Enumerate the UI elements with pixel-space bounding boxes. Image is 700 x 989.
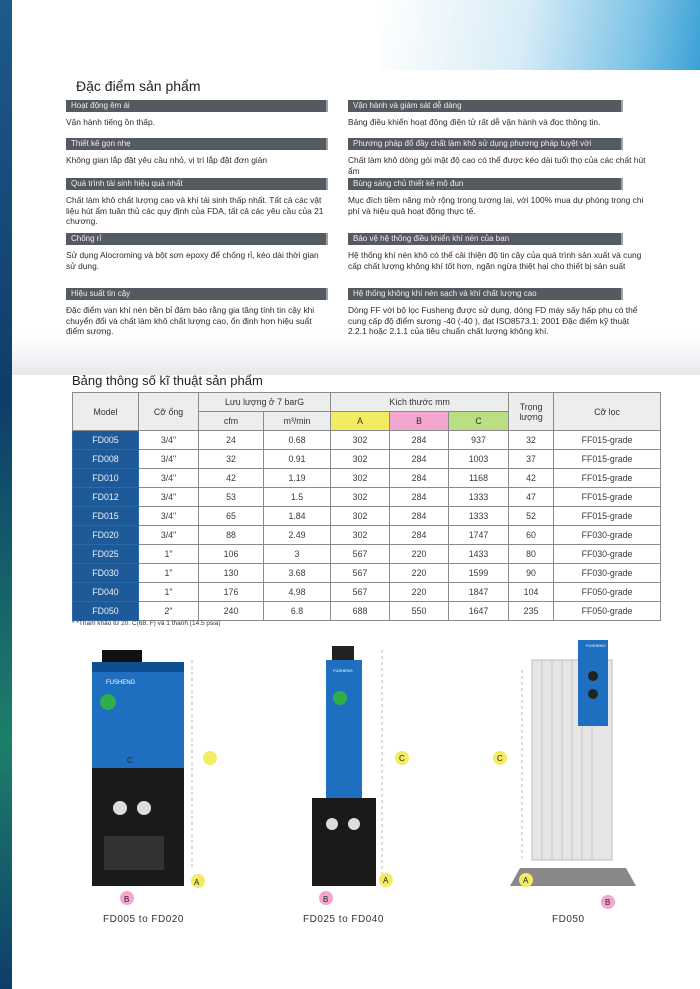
table-cell: 106 [199,545,264,564]
table-cell: 1599 [449,564,509,583]
feature-heading: Quá trình tái sinh hiệu quả nhất [66,178,328,190]
dim-a-label-2: A [383,876,389,885]
table-cell: 1847 [449,583,509,602]
table-cell: 567 [331,545,390,564]
table-footnote: * *Tham khảo từ 20. C(68. F) và 1 thanh (14.5 psia) [72,620,221,627]
model-cell: FD005 [73,431,139,450]
table-cell: 104 [509,583,554,602]
table-cell: 3/4" [139,469,199,488]
feature-reliability [66,288,328,337]
table-cell: 3/4" [139,450,199,469]
table-cell: 688 [331,602,390,621]
feature-heading: Hệ thống không khí nén sạch và khí chất lượng cao [348,288,623,300]
product-illustrations [80,640,640,940]
feature-quiet [66,100,328,128]
feature-filling [348,138,648,176]
table-row [73,545,661,564]
brand-label-2: FUSHENG [333,668,353,673]
table-cell: 88 [199,526,264,545]
table-cell: 0.91 [264,450,331,469]
left-decorative-strip [0,0,12,989]
table-cell: 3.68 [264,564,331,583]
feature-regeneration [66,178,328,227]
table-cell: 1433 [449,545,509,564]
table-cell: 24 [199,431,264,450]
feature-text: Vận hành tiếng ồn thấp. [66,117,155,127]
col-cfm: cfm [199,412,264,431]
feature-text: Đặc điểm van khí nén bền bỉ đảm bảo rằng gia tăng tính tin cậy khi chuyển đổi và chất làm khô chất lượng cao, ổn định hơn hiệu suất điểm sương. [66,305,315,336]
model-cell: FD010 [73,469,139,488]
model-cell: FD040 [73,583,139,602]
dim-c-marker [203,751,217,765]
table-cell: 1003 [449,450,509,469]
table-cell: FF050-grade [554,583,661,602]
table-cell: FF015-grade [554,507,661,526]
table-cell: 42 [509,469,554,488]
table-cell: FF030-grade [554,564,661,583]
table-cell: 284 [390,488,449,507]
product-fd025-fd040-image [312,646,382,886]
model-cell: FD020 [73,526,139,545]
feature-compact [66,138,328,166]
dim-b-label-3: B [605,898,611,907]
table-cell: 302 [331,469,390,488]
table-cell: 32 [199,450,264,469]
col-m3min: m³/min [264,412,331,431]
col-dim-b: B [390,412,449,431]
table-cell: 176 [199,583,264,602]
feature-text: Chất làm khô dòng gói mật độ cao có thể được kéo dài tuổi thọ của các chất hút ẩm [348,155,646,176]
col-flow: Lưu lượng ở 7 barG [199,393,331,412]
table-cell: 567 [331,583,390,602]
table-cell: FF050-grade [554,602,661,621]
table-cell: 2" [139,602,199,621]
feature-heading: Bùng sáng chủ thiết kế mô đun [348,178,623,190]
features-title: Đặc điểm sản phẩm [76,78,201,94]
dim-c-label-2: C [399,754,405,763]
col-dim-a: A [331,412,390,431]
table-cell: 284 [390,431,449,450]
col-weight: Trọng lượng [509,393,554,431]
table-cell: 6.8 [264,602,331,621]
feature-heading: Vận hành và giám sát dễ dàng [348,100,623,112]
table-cell: 220 [390,564,449,583]
table-row [73,507,661,526]
feature-heading: Thiết kế gọn nhẹ [66,138,328,150]
feature-text: Mục đích tiềm năng mở rộng trong tương lai, với 100% mua dự phòng trong chi phí và hiệu quả hoạt động thực tế. [348,195,644,216]
feature-text: Không gian lắp đặt yêu cầu nhỏ, vị trí lắp đặt đơn giản [66,155,268,165]
table-cell: FF015-grade [554,469,661,488]
spec-table [72,392,661,621]
table-cell: 80 [509,545,554,564]
table-cell: 1.5 [264,488,331,507]
table-cell: 302 [331,526,390,545]
table-row [73,450,661,469]
table-cell: 3/4" [139,431,199,450]
table-cell: 284 [390,469,449,488]
dim-c-label-1: C [127,756,133,765]
caption-fd005-fd020: FD005 to FD020 [103,914,184,925]
feature-anticorrosion [66,233,328,271]
feature-text: Chất làm khô chất lượng cao và khí tái sinh thấp nhất. Tất cả các vật liệu hút ẩm tuân thủ các quy định của FDA, tất cả các yêu cầu của 21 chương. [66,195,324,226]
section-band [12,335,700,375]
table-cell: 284 [390,450,449,469]
feature-text: Sử dụng Alocroming và bột sơn epoxy để chống rỉ, kéo dài thời gian sử dụng. [66,250,319,271]
brand-label-3: FUSHENG [586,643,606,648]
table-cell: FF030-grade [554,526,661,545]
table-cell: FF015-grade [554,431,661,450]
dim-b-label-2: B [323,895,329,904]
feature-text: Hệ thống khí nén khô có thể cải thiện độ tin cậy của quá trình sản xuất và cung cấp chất lượng không khí tốt hơn, ngăn ngừa thiệt hại cho thiết bị sản suất [348,250,642,271]
dim-b-label-1: B [124,895,130,904]
table-cell: 1" [139,545,199,564]
table-cell: 1.84 [264,507,331,526]
col-model: Model [73,393,139,431]
table-cell: 1" [139,564,199,583]
feature-text: Bảng điều khiển hoạt động điện tử rất dễ vận hành và đọc thông tin. [348,117,601,127]
product-fd050-image [510,640,636,886]
table-cell: 3/4" [139,488,199,507]
feature-modular [348,178,648,216]
header-decoration [380,0,700,70]
table-cell: 220 [390,545,449,564]
col-filter: Cỡ lọc [554,393,661,431]
feature-text: Dòng FF với bộ lọc Fusheng được sử dụng, dòng FD máy sấy hấp phụ có thể cung cấp độ điểm sương -40 (-40 ), đạt ISO8573.1: 2001 Đặc điểm kỹ thuật 2.2.1 hoặc 2.1.1 của tiêu chuẩn chất lượng không khí. [348,305,638,336]
table-cell: 4.98 [264,583,331,602]
feature-heading: Hiệu suất tin cậy [66,288,328,300]
model-cell: FD025 [73,545,139,564]
caption-fd050: FD050 [552,914,585,925]
table-cell: 37 [509,450,554,469]
dim-c-label-3: C [497,754,503,763]
feature-heading: Phương pháp đổ đầy chất làm khô sử dụng phương pháp tuyệt vời [348,138,623,150]
table-cell: 937 [449,431,509,450]
table-cell: 90 [509,564,554,583]
table-cell: 1647 [449,602,509,621]
table-cell: 3/4" [139,507,199,526]
table-cell: 1333 [449,488,509,507]
table-cell: 220 [390,583,449,602]
caption-fd025-fd040: FD025 to FD040 [303,914,384,925]
model-cell: FD008 [73,450,139,469]
table-cell: 47 [509,488,554,507]
table-cell: 284 [390,507,449,526]
brand-label-1: FUSHENG [106,680,136,686]
feature-clean-air [348,288,648,337]
model-cell: FD050 [73,602,139,621]
table-cell: FF015-grade [554,450,661,469]
table-cell: 3/4" [139,526,199,545]
table-cell: 2.49 [264,526,331,545]
col-dim-c: C [449,412,509,431]
table-cell: 302 [331,507,390,526]
table-cell: 1747 [449,526,509,545]
table-row [73,469,661,488]
table-cell: 1168 [449,469,509,488]
table-cell: 1333 [449,507,509,526]
table-cell: 65 [199,507,264,526]
table-cell: 130 [199,564,264,583]
table-cell: 235 [509,602,554,621]
model-cell: FD015 [73,507,139,526]
table-cell: FF030-grade [554,545,661,564]
table-cell: 1.19 [264,469,331,488]
table-cell: 0.68 [264,431,331,450]
table-cell: FF015-grade [554,488,661,507]
feature-protection [348,233,648,271]
col-dims: Kích thước mm [331,393,509,412]
table-cell: 1" [139,583,199,602]
table-row [73,602,661,621]
table-cell: 42 [199,469,264,488]
model-cell: FD030 [73,564,139,583]
table-row [73,431,661,450]
table-cell: 567 [331,564,390,583]
feature-heading: Hoạt động êm ái [66,100,328,112]
table-cell: 3 [264,545,331,564]
model-cell: FD012 [73,488,139,507]
table-cell: 550 [390,602,449,621]
spec-table-title: Bảng thông số kĩ thuật sản phẩm [72,373,263,388]
feature-heading: Bảo vệ hệ thống điều khiển khí nén của bạn [348,233,623,245]
dim-a-label-1: A [194,878,200,887]
table-cell: 302 [331,431,390,450]
table-row [73,488,661,507]
dim-a-label-3: A [523,876,529,885]
table-cell: 302 [331,488,390,507]
col-pipe: Cỡ ống [139,393,199,431]
table-cell: 53 [199,488,264,507]
table-row [73,583,661,602]
table-cell: 240 [199,602,264,621]
table-cell: 52 [509,507,554,526]
table-cell: 32 [509,431,554,450]
feature-monitoring [348,100,648,128]
table-cell: 60 [509,526,554,545]
feature-heading: Chống rỉ [66,233,328,245]
table-cell: 302 [331,450,390,469]
table-row [73,564,661,583]
table-row [73,526,661,545]
table-cell: 284 [390,526,449,545]
